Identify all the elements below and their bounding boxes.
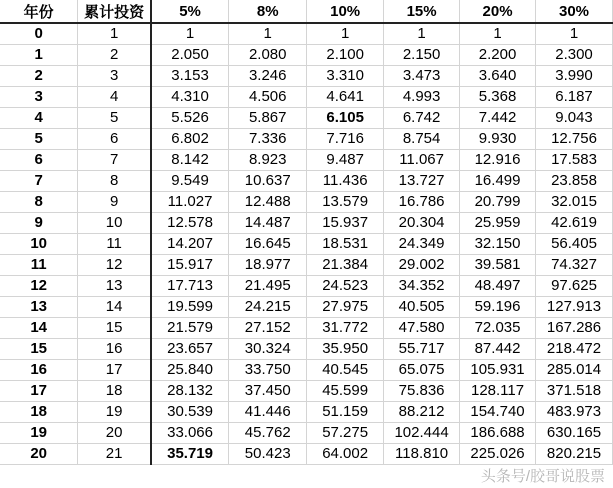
- cumulative-investment-cell: 3: [78, 65, 151, 86]
- cumulative-investment-cell: 15: [78, 317, 151, 338]
- value-cell: 31.772: [307, 317, 384, 338]
- value-cell: 64.002: [307, 443, 384, 464]
- year-cell: 19: [0, 422, 78, 443]
- year-cell: 2: [0, 65, 78, 86]
- year-cell: 16: [0, 359, 78, 380]
- cumulative-investment-cell: 2: [78, 44, 151, 65]
- table-row: [0, 65, 613, 86]
- value-cell: 102.444: [384, 422, 460, 443]
- value-cell: 128.117: [460, 380, 536, 401]
- value-cell: 1: [307, 23, 384, 44]
- value-cell: 11.067: [384, 149, 460, 170]
- value-cell: 87.442: [460, 338, 536, 359]
- value-cell: 4.993: [384, 86, 460, 107]
- value-cell: 8.754: [384, 128, 460, 149]
- value-cell: 7.336: [229, 128, 307, 149]
- value-cell: 16.786: [384, 191, 460, 212]
- year-cell: 12: [0, 275, 78, 296]
- value-cell: 9.043: [536, 107, 613, 128]
- value-cell: 14.207: [151, 233, 229, 254]
- value-cell: 12.756: [536, 128, 613, 149]
- value-cell: 3.153: [151, 65, 229, 86]
- value-cell: 37.450: [229, 380, 307, 401]
- table-row: [0, 44, 613, 65]
- year-cell: 18: [0, 401, 78, 422]
- value-cell: 40.545: [307, 359, 384, 380]
- table-row: [0, 359, 613, 380]
- value-cell: 16.645: [229, 233, 307, 254]
- table-row: [0, 254, 613, 275]
- value-cell: 218.472: [536, 338, 613, 359]
- value-cell: 1: [151, 23, 229, 44]
- value-cell: 25.959: [460, 212, 536, 233]
- value-cell: 2.200: [460, 44, 536, 65]
- cumulative-investment-cell: 14: [78, 296, 151, 317]
- value-cell: 630.165: [536, 422, 613, 443]
- value-cell: 6.105: [307, 107, 384, 128]
- value-cell: 19.599: [151, 296, 229, 317]
- value-cell: 6.742: [384, 107, 460, 128]
- value-cell: 41.446: [229, 401, 307, 422]
- cumulative-investment-cell: 7: [78, 149, 151, 170]
- table-row: [0, 401, 613, 422]
- value-cell: 371.518: [536, 380, 613, 401]
- cumulative-investment-cell: 16: [78, 338, 151, 359]
- value-cell: 5.526: [151, 107, 229, 128]
- value-cell: 127.913: [536, 296, 613, 317]
- table-row: [0, 338, 613, 359]
- value-cell: 40.505: [384, 296, 460, 317]
- value-cell: 2.100: [307, 44, 384, 65]
- cumulative-investment-cell: 13: [78, 275, 151, 296]
- value-cell: 14.487: [229, 212, 307, 233]
- table-row: [0, 317, 613, 338]
- value-cell: 35.719: [151, 443, 229, 464]
- value-cell: 5.867: [229, 107, 307, 128]
- value-cell: 18.531: [307, 233, 384, 254]
- table-row: [0, 149, 613, 170]
- cumulative-investment-cell: 4: [78, 86, 151, 107]
- table-row: [0, 191, 613, 212]
- value-cell: 27.152: [229, 317, 307, 338]
- value-cell: 56.405: [536, 233, 613, 254]
- value-cell: 29.002: [384, 254, 460, 275]
- value-cell: 18.977: [229, 254, 307, 275]
- value-cell: 285.014: [536, 359, 613, 380]
- year-cell: 3: [0, 86, 78, 107]
- value-cell: 16.499: [460, 170, 536, 191]
- watermark: 头条号/胶哥说股票: [480, 468, 605, 485]
- value-cell: 1: [536, 23, 613, 44]
- year-cell: 13: [0, 296, 78, 317]
- year-cell: 4: [0, 107, 78, 128]
- table-row: [0, 233, 613, 254]
- value-cell: 47.580: [384, 317, 460, 338]
- value-cell: 483.973: [536, 401, 613, 422]
- column-header: 15%: [384, 0, 460, 23]
- value-cell: 13.727: [384, 170, 460, 191]
- value-cell: 3.473: [384, 65, 460, 86]
- value-cell: 3.246: [229, 65, 307, 86]
- value-cell: 8.142: [151, 149, 229, 170]
- value-cell: 167.286: [536, 317, 613, 338]
- value-cell: 2.300: [536, 44, 613, 65]
- cumulative-investment-cell: 19: [78, 401, 151, 422]
- value-cell: 21.384: [307, 254, 384, 275]
- value-cell: 12.488: [229, 191, 307, 212]
- cumulative-investment-cell: 10: [78, 212, 151, 233]
- cumulative-investment-cell: 9: [78, 191, 151, 212]
- value-cell: 1: [229, 23, 307, 44]
- year-cell: 15: [0, 338, 78, 359]
- year-cell: 17: [0, 380, 78, 401]
- value-cell: 32.015: [536, 191, 613, 212]
- value-cell: 1: [460, 23, 536, 44]
- column-header: 10%: [307, 0, 384, 23]
- value-cell: 27.975: [307, 296, 384, 317]
- year-cell: 10: [0, 233, 78, 254]
- value-cell: 21.495: [229, 275, 307, 296]
- value-cell: 72.035: [460, 317, 536, 338]
- year-cell: 11: [0, 254, 78, 275]
- value-cell: 32.150: [460, 233, 536, 254]
- table-row: [0, 422, 613, 443]
- value-cell: 12.578: [151, 212, 229, 233]
- year-cell: 6: [0, 149, 78, 170]
- value-cell: 15.917: [151, 254, 229, 275]
- table-row: [0, 128, 613, 149]
- cumulative-investment-cell: 18: [78, 380, 151, 401]
- column-header: 累计投资: [78, 0, 151, 23]
- table-row: [0, 380, 613, 401]
- value-cell: 48.497: [460, 275, 536, 296]
- value-cell: 4.506: [229, 86, 307, 107]
- table-row: [0, 296, 613, 317]
- value-cell: 225.026: [460, 443, 536, 464]
- value-cell: 186.688: [460, 422, 536, 443]
- value-cell: 33.750: [229, 359, 307, 380]
- value-cell: 33.066: [151, 422, 229, 443]
- value-cell: 118.810: [384, 443, 460, 464]
- column-header: 8%: [229, 0, 307, 23]
- value-cell: 23.657: [151, 338, 229, 359]
- value-cell: 3.990: [536, 65, 613, 86]
- table-row: [0, 443, 613, 464]
- value-cell: 45.599: [307, 380, 384, 401]
- value-cell: 57.275: [307, 422, 384, 443]
- value-cell: 20.304: [384, 212, 460, 233]
- value-cell: 88.212: [384, 401, 460, 422]
- table-row: [0, 23, 613, 44]
- value-cell: 9.930: [460, 128, 536, 149]
- column-header: 年份: [0, 0, 78, 23]
- header-row: [0, 0, 613, 23]
- year-cell: 9: [0, 212, 78, 233]
- value-cell: 50.423: [229, 443, 307, 464]
- table-row: [0, 107, 613, 128]
- column-header: 5%: [151, 0, 229, 23]
- value-cell: 11.436: [307, 170, 384, 191]
- year-cell: 7: [0, 170, 78, 191]
- value-cell: 23.858: [536, 170, 613, 191]
- value-cell: 20.799: [460, 191, 536, 212]
- cumulative-investment-cell: 6: [78, 128, 151, 149]
- value-cell: 820.215: [536, 443, 613, 464]
- table-row: [0, 212, 613, 233]
- year-cell: 14: [0, 317, 78, 338]
- value-cell: 1: [384, 23, 460, 44]
- value-cell: 12.916: [460, 149, 536, 170]
- value-cell: 24.215: [229, 296, 307, 317]
- cumulative-investment-cell: 21: [78, 443, 151, 464]
- value-cell: 7.442: [460, 107, 536, 128]
- value-cell: 59.196: [460, 296, 536, 317]
- value-cell: 24.349: [384, 233, 460, 254]
- value-cell: 6.187: [536, 86, 613, 107]
- value-cell: 65.075: [384, 359, 460, 380]
- table-row: [0, 86, 613, 107]
- value-cell: 154.740: [460, 401, 536, 422]
- column-header: 20%: [460, 0, 536, 23]
- value-cell: 105.931: [460, 359, 536, 380]
- table-row: [0, 275, 613, 296]
- value-cell: 28.132: [151, 380, 229, 401]
- value-cell: 11.027: [151, 191, 229, 212]
- value-cell: 30.324: [229, 338, 307, 359]
- value-cell: 24.523: [307, 275, 384, 296]
- value-cell: 35.950: [307, 338, 384, 359]
- year-cell: 8: [0, 191, 78, 212]
- value-cell: 30.539: [151, 401, 229, 422]
- value-cell: 8.923: [229, 149, 307, 170]
- value-cell: 97.625: [536, 275, 613, 296]
- value-cell: 25.840: [151, 359, 229, 380]
- value-cell: 3.310: [307, 65, 384, 86]
- value-cell: 15.937: [307, 212, 384, 233]
- value-cell: 42.619: [536, 212, 613, 233]
- value-cell: 17.713: [151, 275, 229, 296]
- value-cell: 2.150: [384, 44, 460, 65]
- year-cell: 1: [0, 44, 78, 65]
- value-cell: 55.717: [384, 338, 460, 359]
- value-cell: 4.641: [307, 86, 384, 107]
- value-cell: 21.579: [151, 317, 229, 338]
- value-cell: 2.050: [151, 44, 229, 65]
- value-cell: 9.487: [307, 149, 384, 170]
- cumulative-investment-cell: 20: [78, 422, 151, 443]
- cumulative-investment-cell: 5: [78, 107, 151, 128]
- column-header: 30%: [536, 0, 613, 23]
- cumulative-investment-cell: 8: [78, 170, 151, 191]
- value-cell: 3.640: [460, 65, 536, 86]
- year-cell: 5: [0, 128, 78, 149]
- value-cell: 17.583: [536, 149, 613, 170]
- cumulative-investment-cell: 1: [78, 23, 151, 44]
- year-cell: 0: [0, 23, 78, 44]
- table-row: [0, 170, 613, 191]
- value-cell: 75.836: [384, 380, 460, 401]
- value-cell: 7.716: [307, 128, 384, 149]
- cumulative-investment-cell: 11: [78, 233, 151, 254]
- value-cell: 45.762: [229, 422, 307, 443]
- value-cell: 4.310: [151, 86, 229, 107]
- value-cell: 51.159: [307, 401, 384, 422]
- value-cell: 34.352: [384, 275, 460, 296]
- value-cell: 6.802: [151, 128, 229, 149]
- cumulative-investment-cell: 12: [78, 254, 151, 275]
- year-cell: 20: [0, 443, 78, 464]
- value-cell: 13.579: [307, 191, 384, 212]
- value-cell: 9.549: [151, 170, 229, 191]
- cumulative-investment-cell: 17: [78, 359, 151, 380]
- value-cell: 5.368: [460, 86, 536, 107]
- value-cell: 10.637: [229, 170, 307, 191]
- value-cell: 74.327: [536, 254, 613, 275]
- value-cell: 2.080: [229, 44, 307, 65]
- value-cell: 39.581: [460, 254, 536, 275]
